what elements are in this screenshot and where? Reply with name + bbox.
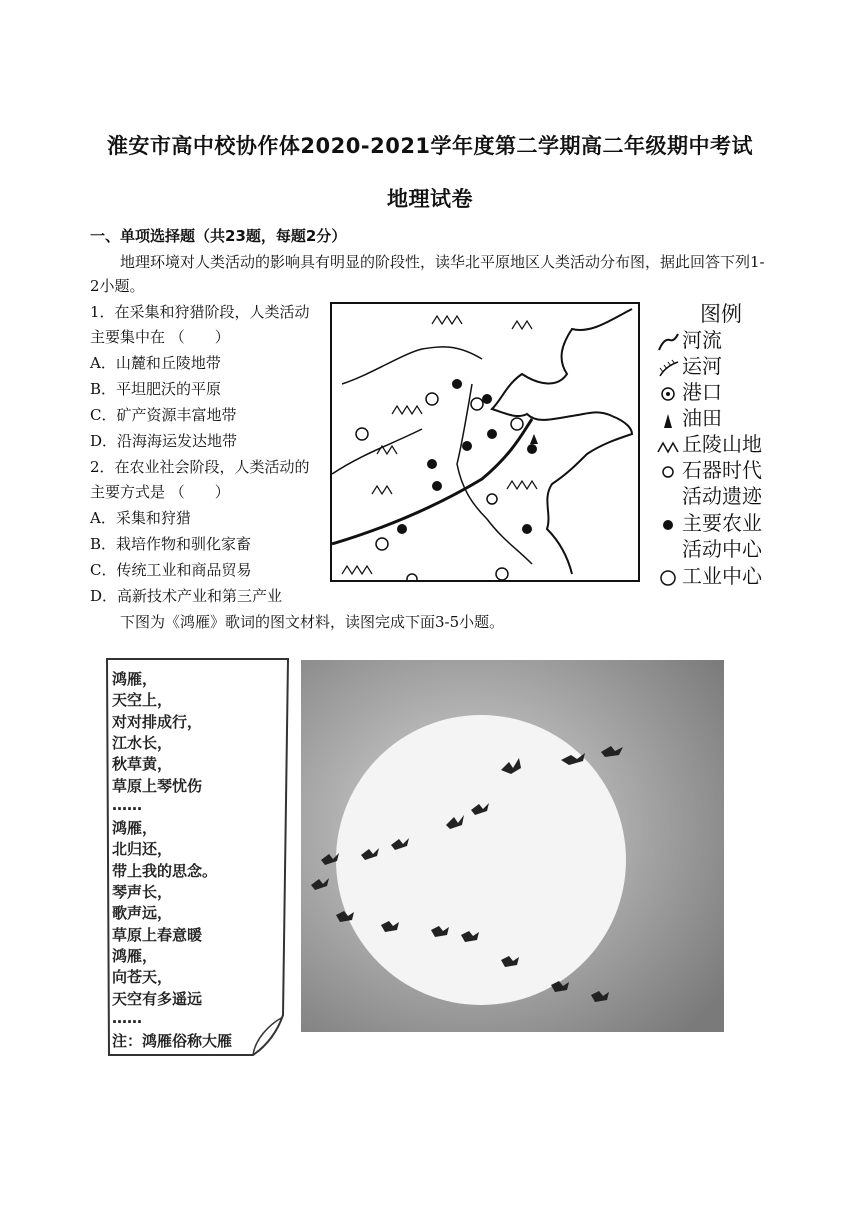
question-1-option-a: A．山麓和丘陵地带 [90, 354, 221, 372]
question-2-option-d: D．高新技术产业和第三产业 [90, 587, 283, 605]
legend-canal: 运河 [656, 353, 722, 379]
exam-title: 淮安市高中校协作体2020-2021学年度第二学期高二年级期中考试 [106, 134, 754, 158]
lyric-line: …… [112, 795, 142, 814]
lyric-line: 鸿雁， [112, 819, 158, 838]
lyric-line: 秋草黄， [112, 755, 173, 774]
lyric-line: 北归还， [112, 840, 173, 859]
legend-port: 港口 [656, 379, 722, 405]
legend-agri-center: 主要农业 [656, 510, 762, 536]
river-icon [656, 330, 680, 354]
oilfield-icon [656, 408, 680, 432]
legend-hill: 丘陵山地 [656, 431, 762, 457]
lyric-line: …… [112, 1008, 142, 1027]
lyric-line: 鸿雁， [112, 946, 158, 965]
map-legend-title: 图例 [700, 302, 742, 326]
question-2-option-a: A．采集和狩猎 [90, 509, 191, 527]
question-1-option-b: B．平坦肥沃的平原 [90, 380, 222, 398]
lyric-line: 注：鸿雁俗称大雁 [112, 1032, 233, 1051]
agri-center-icon [656, 513, 680, 537]
port-icon [656, 382, 680, 406]
question-2-stem: 2．在农业社会阶段，人类活动的主要方式是 （ ） [90, 458, 310, 501]
lyric-line: 琴声长， [112, 883, 173, 901]
lyric-line: 对对排成行， [112, 712, 203, 731]
question-1-option-c: C．矿产资源丰富地带 [90, 406, 237, 424]
lyric-line: 江水长， [112, 733, 173, 752]
question-1-stem: 1．在采集和狩猎阶段，人类活动主要集中在 （ ） [90, 303, 310, 346]
intro-paragraph-2: 下图为《鸿雁》歌词的图文材料，读图完成下面3-5小题。 [120, 613, 505, 631]
wild-geese-moon-photo [301, 660, 724, 1032]
lyric-line: 草原上春意暖 [112, 925, 203, 944]
legend-stone-age-site-cont: 活动遗迹 [682, 484, 762, 508]
industry-center-icon [656, 566, 680, 590]
lyric-line: 歌声远， [112, 904, 173, 923]
lyric-line: 向苍天， [112, 968, 173, 987]
stone-age-site-icon [656, 460, 680, 484]
section-heading: 一、单项选择题（共23题，每题2分） [90, 227, 347, 245]
question-2-option-b: B．栽培作物和驯化家畜 [90, 535, 252, 553]
north-china-plain-map [330, 302, 640, 582]
lyric-line: 草原上琴忧伤 [112, 776, 203, 795]
lyric-line: 带上我的思念。 [112, 861, 218, 880]
lyric-line: 鸿雁， [112, 670, 158, 688]
lyric-line: 天空上， [112, 691, 173, 710]
legend-river: 河流 [656, 327, 722, 353]
canal-icon [656, 356, 680, 380]
hill-icon [656, 434, 680, 458]
lyric-line: 天空有多遥远 [112, 989, 203, 1008]
exam-subtitle: 地理试卷 [387, 187, 473, 211]
legend-industry-center: 工业中心 [656, 563, 762, 589]
legend-oilfield: 油田 [656, 405, 722, 431]
question-2-option-c: C．传统工业和商品贸易 [90, 561, 252, 579]
legend-agri-center-cont: 活动中心 [682, 537, 762, 561]
legend-stone-age-site: 石器时代 [656, 457, 762, 483]
intro-paragraph-1: 地理环境对人类活动的影响具有明显的阶段性，读华北平原地区人类活动分布图，据此回答下列1-2小题。 [90, 253, 765, 295]
question-1-option-d: D．沿海海运发达地带 [90, 432, 238, 450]
